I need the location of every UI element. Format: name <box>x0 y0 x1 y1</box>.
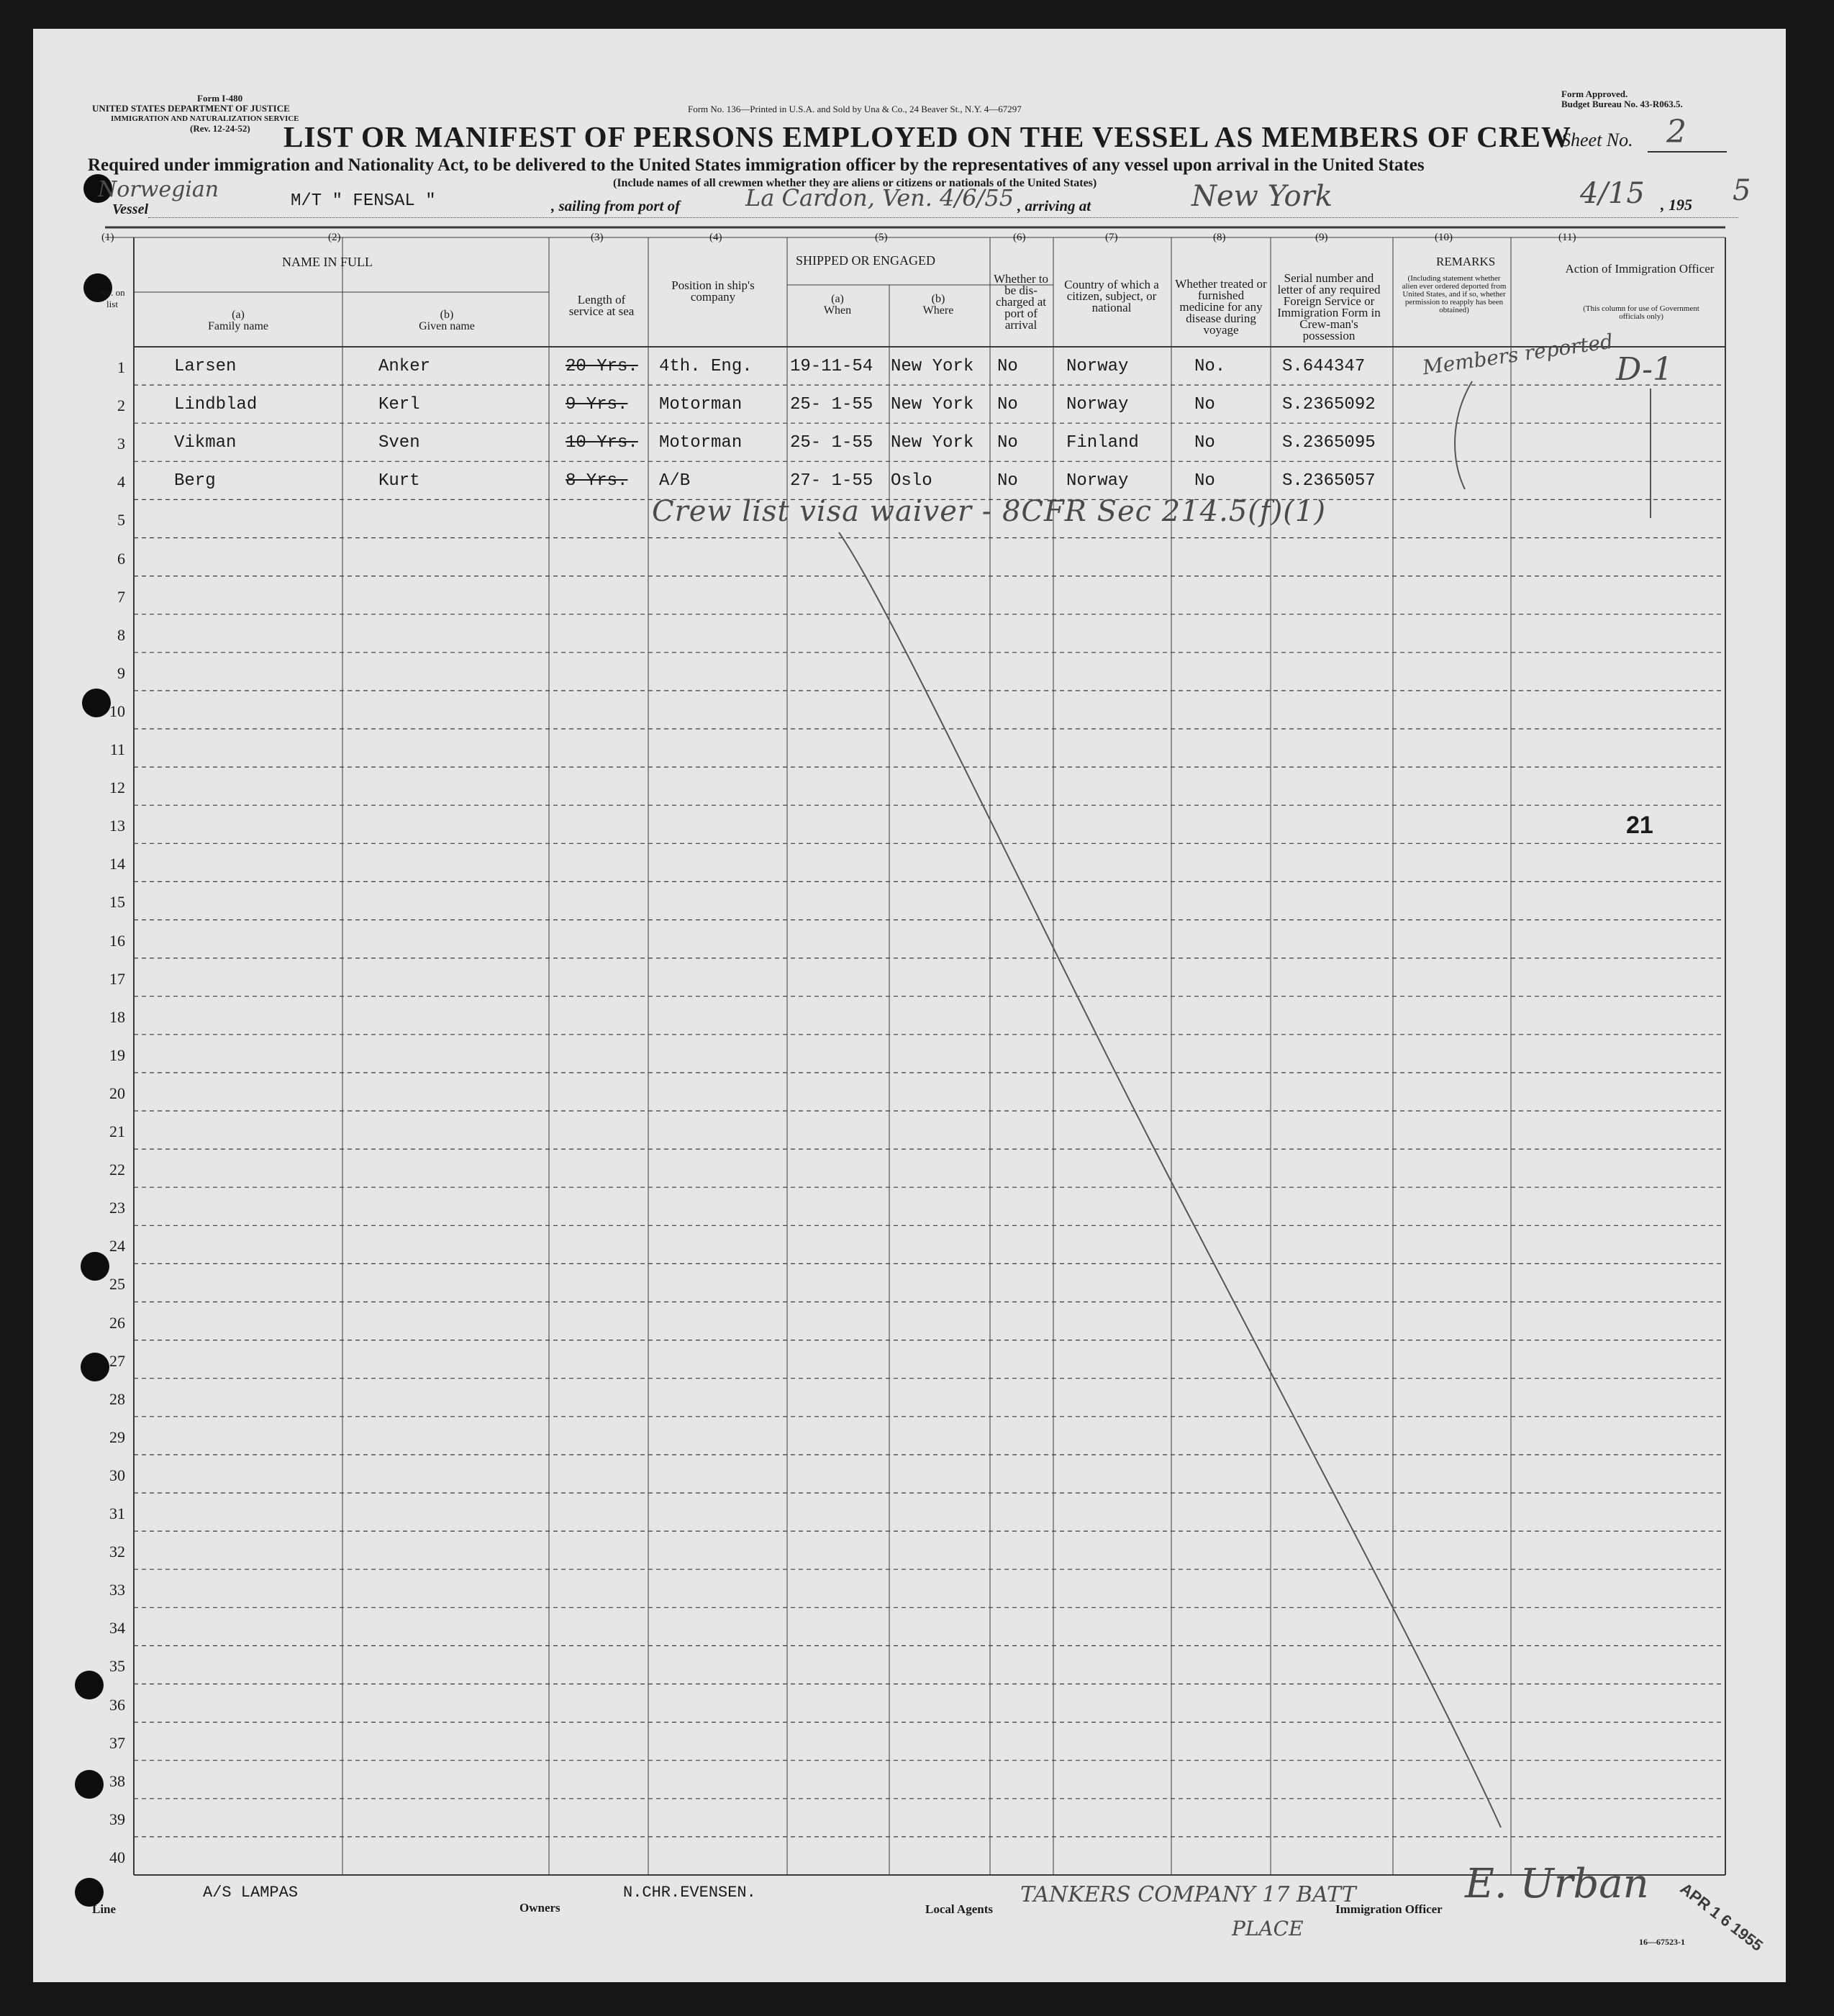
col7-header: Country of which a citizen, subject, or national <box>1064 278 1159 314</box>
page-subtitle: Required under immigration and Nationality Act, to be delivered to the United States immigration officer by the representatives of any vessel upon arrival in the United States <box>88 155 1425 175</box>
col5-number: (5) <box>875 232 888 243</box>
shipped-when-cell: 19-11-54 <box>790 357 873 376</box>
row-number: 5 <box>117 511 125 530</box>
owners-value: N.CHR.EVENSEN. <box>623 1884 756 1902</box>
sheet-number: 2 <box>1666 114 1687 150</box>
arriving-label: , arriving at <box>1017 197 1091 214</box>
row-number: 33 <box>109 1581 125 1599</box>
service-label: IMMIGRATION AND NATURALIZATION SERVICE <box>111 114 299 123</box>
page-title: LIST OR MANIFEST OF PERSONS EMPLOYED ON THE VESSEL AS MEMBERS OF CREW <box>283 120 1571 153</box>
col1-number: (1) <box>101 232 114 243</box>
col6-number: (6) <box>1013 232 1026 243</box>
country-cell: Finland <box>1066 433 1139 453</box>
row-number: 9 <box>117 663 125 682</box>
col9-number: (9) <box>1315 232 1328 243</box>
shipped-when-cell: 25- 1-55 <box>790 395 873 415</box>
discharged-cell: No <box>997 471 1018 491</box>
row-number: 24 <box>109 1237 125 1256</box>
form-approved: Form Approved. <box>1561 88 1628 99</box>
col8-header: Whether treated or furnished medicine for any disease during voyage <box>1175 277 1267 337</box>
sailing-label: , sailing from port of <box>551 197 681 214</box>
row-number: 19 <box>109 1045 125 1064</box>
shipped-where-cell: New York <box>891 433 974 453</box>
port-of-departure: La Cardon, Ven. 4/6/55 <box>745 184 1014 212</box>
row-number: 31 <box>109 1504 125 1522</box>
row-number: 17 <box>109 969 125 988</box>
immigration-officer-label: Immigration Officer <box>1335 1902 1443 1916</box>
date-stamp: APR 1 6 1955 <box>1676 1879 1766 1955</box>
row-number: 16 <box>109 931 125 950</box>
position-cell: 4th. Eng. <box>659 357 753 376</box>
crewmen-note: (Include names of all crewmen whether they are aliens or citizens or nationals of the United States) <box>613 177 1097 189</box>
position-cell: Motorman <box>659 433 743 453</box>
country-cell: Norway <box>1066 357 1129 376</box>
col3-header: Length of service at sea <box>568 293 635 318</box>
officer-signature: E. Urban <box>1465 1861 1649 1907</box>
agents-value-line2: PLACE <box>1232 1917 1304 1940</box>
row-number: 12 <box>109 778 125 797</box>
row-number: 25 <box>109 1275 125 1294</box>
col2b-header: (b) Given name <box>419 309 475 332</box>
medicine-cell: No <box>1194 471 1215 491</box>
col7-number: (7) <box>1105 232 1118 243</box>
family-name-cell: Vikman <box>174 433 237 453</box>
family-name-cell: Larsen <box>174 357 237 376</box>
row-number: 28 <box>109 1389 125 1408</box>
line-label: Line <box>92 1902 117 1916</box>
row-number: 40 <box>109 1848 125 1866</box>
col2a-header: (a) Family name <box>208 309 268 332</box>
serial-number-cell: S.644347 <box>1282 357 1366 376</box>
country-cell: Norway <box>1066 471 1129 491</box>
row-number: 39 <box>109 1810 125 1828</box>
col5a-header: (a) When <box>823 293 852 317</box>
country-cell: Norway <box>1066 395 1129 415</box>
serial-number-cell: S.2365095 <box>1282 433 1376 453</box>
col9-header: Serial number and letter of any required Foreign Service or Immigration Form in Crew-man's possession <box>1277 271 1381 342</box>
col4-header: Position in ship's company <box>671 278 755 304</box>
col4-number: (4) <box>709 232 722 243</box>
col10-note: (Including statement whether alien ever ordered deported from United States, and if so, whether permission to reapply has been obtained) <box>1402 274 1507 314</box>
vessel-nationality: Norwegian <box>98 177 219 202</box>
shipped-when-cell: 27- 1-55 <box>790 471 873 491</box>
given-name-cell: Anker <box>378 357 431 376</box>
row-number: 18 <box>109 1007 125 1026</box>
revision-label: (Rev. 12-24-52) <box>190 123 250 134</box>
serial-number-cell: S.2365057 <box>1282 471 1376 491</box>
remarks-bracket <box>1455 381 1472 489</box>
col11-number: (11) <box>1558 232 1576 243</box>
shipped-when-cell: 25- 1-55 <box>790 433 873 453</box>
row-number: 2 <box>117 396 125 415</box>
col10-number: (10) <box>1435 232 1453 243</box>
col2-number: (2) <box>328 232 341 243</box>
medicine-cell: No <box>1194 433 1215 453</box>
family-name-cell: Lindblad <box>174 395 258 415</box>
vessel-name: M/T " FENSAL " <box>291 191 436 211</box>
position-cell: Motorman <box>659 395 743 415</box>
year-label: , 195 <box>1661 196 1692 214</box>
row-number: 8 <box>117 625 125 644</box>
col1-header: No. on list <box>99 287 125 309</box>
vessel-label: Vessel <box>112 201 148 217</box>
family-name-cell: Berg <box>174 471 216 491</box>
col6-header: Whether to be dis-charged at port of arrival <box>994 272 1048 332</box>
row-number: 38 <box>109 1771 125 1790</box>
row-number: 3 <box>117 435 125 453</box>
row-number: 10 <box>109 701 125 720</box>
row-number: 32 <box>109 1543 125 1561</box>
row-number: 7 <box>117 587 125 606</box>
given-name-cell: Kerl <box>378 395 420 415</box>
position-cell: A/B <box>659 471 691 491</box>
serial-number-cell: S.2365092 <box>1282 395 1376 415</box>
service-length-cell: 9 Yrs. <box>566 395 628 415</box>
col10-header: REMARKS <box>1436 255 1496 268</box>
row-number: 15 <box>109 893 125 912</box>
col5-header: SHIPPED OR ENGAGED <box>796 253 936 268</box>
service-length-cell: 8 Yrs. <box>566 471 628 491</box>
discharged-cell: No <box>997 433 1018 453</box>
given-name-cell: Kurt <box>378 471 420 491</box>
row-number: 36 <box>109 1695 125 1714</box>
col8-number: (8) <box>1213 232 1226 243</box>
row-number: 27 <box>109 1351 125 1370</box>
row-number: 26 <box>109 1313 125 1332</box>
agents-value: TANKERS COMPANY 17 BATT <box>1020 1882 1356 1907</box>
manifest-sheet <box>33 29 1786 1982</box>
budget-bureau: Budget Bureau No. 43-R063.5. <box>1561 99 1683 109</box>
count-stamp: 21 <box>1626 812 1653 839</box>
medicine-cell: No <box>1194 395 1215 415</box>
row-number: 6 <box>117 549 125 568</box>
row-number: 4 <box>117 473 125 491</box>
col11-note: (This column for use of Government officials only) <box>1583 304 1699 321</box>
form-number: Form I-480 <box>197 93 243 104</box>
action-handwritten: D-1 <box>1616 351 1673 388</box>
line-value: A/S LAMPAS <box>203 1884 299 1902</box>
row-number: 23 <box>109 1199 125 1217</box>
arrival-date: 4/15 <box>1580 177 1645 210</box>
medicine-cell: No. <box>1194 357 1226 376</box>
discharged-cell: No <box>997 357 1018 376</box>
row-number: 22 <box>109 1161 125 1179</box>
discharged-cell: No <box>997 395 1018 415</box>
row-number: 20 <box>109 1084 125 1102</box>
col5b-header: (b) Where <box>922 293 954 317</box>
shipped-where-cell: New York <box>891 357 974 376</box>
row-number: 35 <box>109 1657 125 1676</box>
owners-label: Owners <box>519 1901 560 1915</box>
void-diagonal-line <box>839 532 1501 1827</box>
service-length-cell: 20 Yrs. <box>566 357 638 376</box>
year-handwritten: 5 <box>1733 174 1751 207</box>
remarks-handwritten: Members reported <box>1421 329 1615 380</box>
col3-number: (3) <box>591 232 604 243</box>
given-name-cell: Sven <box>378 433 420 453</box>
row-number: 13 <box>109 817 125 835</box>
arriving-port: New York <box>1191 180 1333 213</box>
col2-header: NAME IN FULL <box>282 255 373 269</box>
row-number: 34 <box>109 1619 125 1638</box>
shipped-where-cell: Oslo <box>891 471 932 491</box>
row-number: 14 <box>109 855 125 873</box>
row-number: 37 <box>109 1733 125 1752</box>
printer-note: Form No. 136—Printed in U.S.A. and Sold by Una & Co., 24 Beaver St., N.Y. 4—67297 <box>688 104 1022 114</box>
department-label: UNITED STATES DEPARTMENT OF JUSTICE <box>92 103 290 114</box>
col11-header: Action of Immigration Officer <box>1565 262 1715 276</box>
row-number: 21 <box>109 1122 125 1140</box>
row-number: 30 <box>109 1466 125 1484</box>
shipped-where-cell: New York <box>891 395 974 415</box>
row-number: 11 <box>109 740 125 758</box>
agents-label: Local Agents <box>925 1902 993 1916</box>
form-code: 16—67523-1 <box>1639 1937 1685 1947</box>
visa-waiver-note: Crew list visa waiver - 8CFR Sec 214.5(f)(1) <box>652 495 1326 528</box>
service-length-cell: 10 Yrs. <box>566 433 638 453</box>
sheet-label: Sheet No. <box>1561 130 1633 150</box>
row-number: 29 <box>109 1427 125 1446</box>
row-number: 1 <box>117 358 125 376</box>
